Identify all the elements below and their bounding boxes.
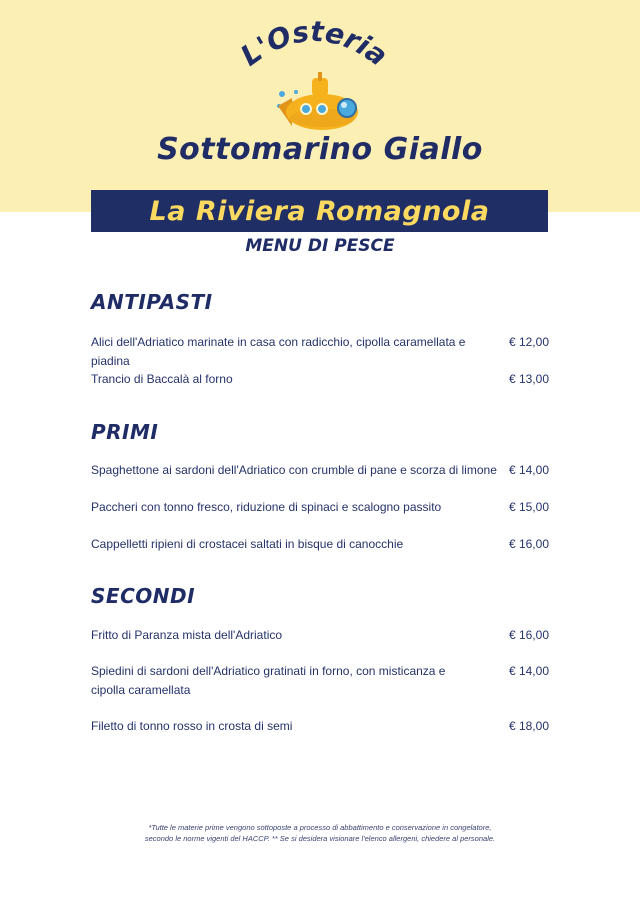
logo-arc-label: L'Osteria — [234, 14, 394, 73]
menu-item — [91, 662, 549, 700]
menu-item — [91, 717, 549, 736]
menu-item-name: Spaghettone ai sardoni dell'Adriatico con crumble di pane e scorza di limone — [91, 463, 497, 477]
menu-item — [91, 370, 549, 389]
footnote-line-1: *Tutte le materie prime vengono sottoposte a processo di abbattimento e conservazione in congelatore, — [148, 823, 492, 832]
footnote — [0, 822, 640, 844]
menu-item-price: € 14,00 — [508, 463, 549, 477]
menu-item-name: Alici dell'Adriatico marinate in casa con radicchio, cipolla caramellata e piadina — [91, 335, 466, 368]
menu-item-price: € 14,00 — [508, 664, 549, 678]
menu-item-price: € 15,00 — [508, 500, 549, 514]
menu-item — [91, 535, 549, 554]
section-title-primi: PRIMI — [91, 420, 159, 444]
menu-item-name: Spiedini di sardoni dell'Adriatico gratinati in forno, con misticanza e cipolla caramellata — [91, 664, 446, 697]
menu-subtitle: MENU DI PESCE — [245, 236, 395, 256]
menu-item-price: € 16,00 — [508, 628, 549, 642]
restaurant-name: Sottomarino Giallo — [157, 132, 483, 167]
logo — [0, 0, 640, 190]
menu-item — [91, 461, 549, 480]
menu-item-name: Paccheri con tonno fresco, riduzione di spinaci e scalogno passito — [91, 500, 442, 514]
menu-item-name: Filetto di tonno rosso in crosta di semi — [91, 719, 293, 733]
title-banner — [91, 190, 548, 232]
menu-item-name: Fritto di Paranza mista dell'Adriatico — [91, 628, 283, 642]
section-title-secondi: SECONDI — [91, 584, 196, 608]
yellow-submarine-icon — [0, 72, 640, 138]
menu-item-price: € 13,00 — [508, 372, 549, 386]
menu-item-price: € 18,00 — [508, 719, 549, 733]
footnote-line-2: secondo le norme vigenti del HACCP. ** Se si desidera visionare l'elenco allergeni, chiedere al personale. — [144, 834, 496, 843]
menu-item — [91, 333, 549, 371]
banner-title: La Riviera Romagnola — [149, 195, 490, 227]
menu-item-name: Cappelletti ripieni di crostacei saltati in bisque di canocchie — [91, 537, 404, 551]
menu-item-name: Trancio di Baccalà al forno — [91, 372, 233, 386]
menu-item — [91, 498, 549, 517]
section-title-antipasti: ANTIPASTI — [91, 290, 213, 314]
menu-item — [91, 626, 549, 645]
menu-item-price: € 16,00 — [508, 537, 549, 551]
menu-item-price: € 12,00 — [508, 335, 549, 349]
svg-text:L'Osteria — [235, 15, 394, 73]
